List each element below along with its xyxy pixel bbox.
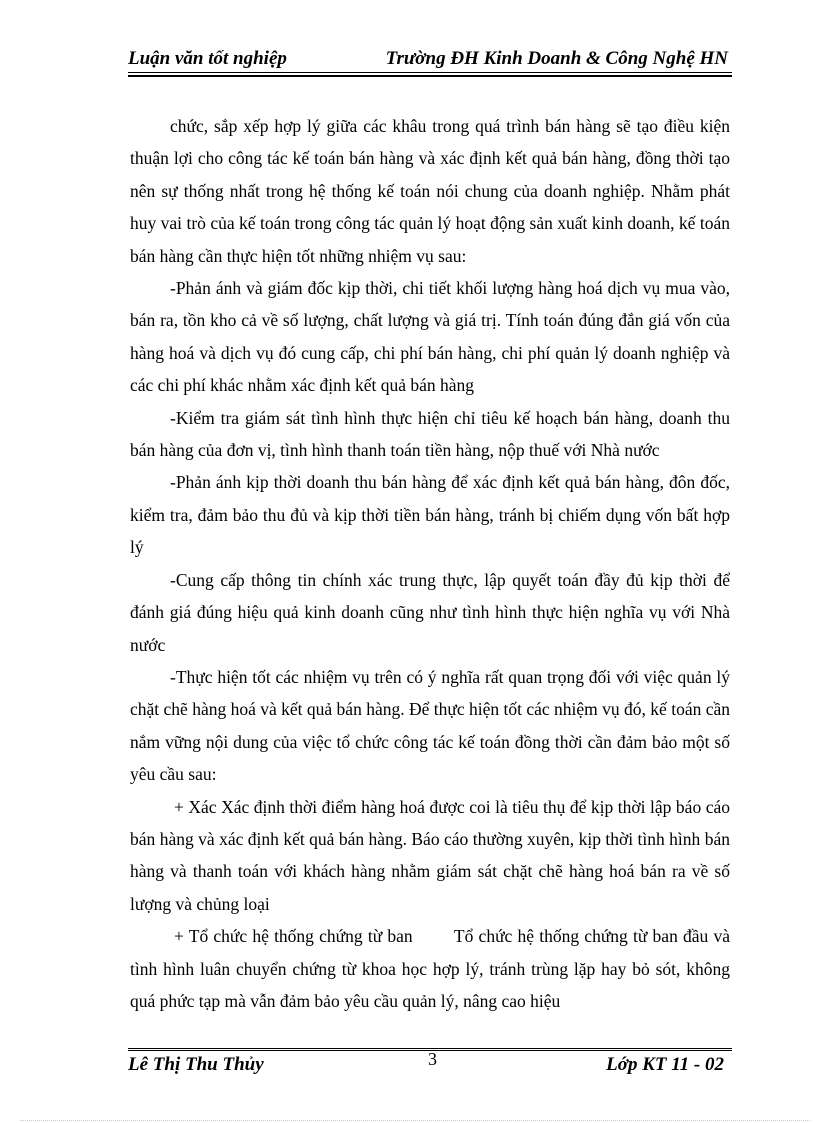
page-body	[130, 110, 735, 1017]
paragraph-requirements: -Thực hiện tốt các nhiệm vụ trên có ý nghĩa rất quan trọng đối với việc quản lý chặt chẽ hàng hoá và kết quả bán hàng. Để thực hiện tốt các nhiệm vụ đó, kế toán cần nắm vững nội dung của việc tổ chức công tác kế toán đồng thời cần đảm bảo một số yêu cầu sau:	[130, 666, 730, 785]
paragraph-requirement-2: + Tổ chức hệ thống chứng từ ban Tổ chức hệ thống chứng từ ban đầu và tình hình luân chuyển chứng từ khoa học hợp lý, tránh trùng lặp hay bỏ sót, không quá phức tạp mà vẫn đảm bảo yêu cầu quản lý, nâng cao hiệu	[130, 926, 735, 1011]
header-divider	[128, 72, 732, 73]
paragraph-intro: chức, sắp xếp hợp lý giữa các khâu trong quá trình bán hàng sẽ tạo điều kiện thuận lợi cho công tác kế toán bán hàng và xác định kết quả bán hàng, đồng thời tạo nên sự thống nhất trong hệ thống kế toán nói chung của doanh nghiệp. Nhằm phát huy vai trò của kế toán trong công tác quản lý hoạt động sản xuất kinh doanh, kế toán bán hàng cần thực hiện tốt những nhiệm vụ sau:	[130, 116, 730, 266]
page-number: 3	[428, 1049, 437, 1069]
header-divider-thick	[128, 75, 732, 77]
header-university-name: Trường ĐH Kinh Doanh & Công Nghệ HN	[385, 48, 728, 69]
footer-class-code: Lớp KT 11 - 02	[606, 1054, 724, 1075]
paragraph-task-1: -Phản ánh và giám đốc kịp thời, chi tiết khối lượng hàng hoá dịch vụ mua vào, bán ra, tồn kho cả về số lượng, chất lượng và giá trị. Tính toán đúng đắn giá vốn của hàng hoá và dịch vụ đó cung cấp, chi phí bán hàng, chi phí quản lý doanh nghiệp và các chi phí khác nhằm xác định kết quả bán hàng	[130, 278, 730, 396]
page-edge-marker	[20, 1120, 810, 1121]
paragraph-requirement-1: + Xác Xác định thời điểm hàng hoá được coi là tiêu thụ để kịp thời lập báo cáo bán hàng và xác định kết quả bán hàng. Báo cáo thường xuyên, kịp thời tình hình bán hàng và thanh toán với khách hàng nhằm giám sát chặt chẽ hàng hoá bán ra về số lượng và chủng loại	[130, 796, 730, 914]
footer-author-name: Lê Thị Thu Thủy	[128, 1054, 264, 1075]
header-thesis-label: Luận văn tốt nghiệp	[128, 48, 287, 69]
paragraph-task-3: -Phản ánh kịp thời doanh thu bán hàng để xác định kết quả bán hàng, đôn đốc, kiểm tra, đảm bảo thu đủ và kịp thời tiền bán hàng, tránh bị chiếm dụng vốn bất hợp lý	[130, 472, 730, 558]
paragraph-task-4: -Cung cấp thông tin chính xác trung thực, lập quyết toán đầy đủ kịp thời để đánh giá đúng hiệu quả kinh doanh cũng như tình hình thực hiện nghĩa vụ với Nhà nước	[130, 569, 730, 655]
paragraph-task-2: -Kiểm tra giám sát tình hình thực hiện chỉ tiêu kế hoạch bán hàng, doanh thu bán hàng của đơn vị, tình hình thanh toán tiền hàng, nộp thuế với Nhà nước	[130, 407, 730, 461]
page-header	[128, 48, 732, 70]
page-footer	[128, 1049, 732, 1076]
